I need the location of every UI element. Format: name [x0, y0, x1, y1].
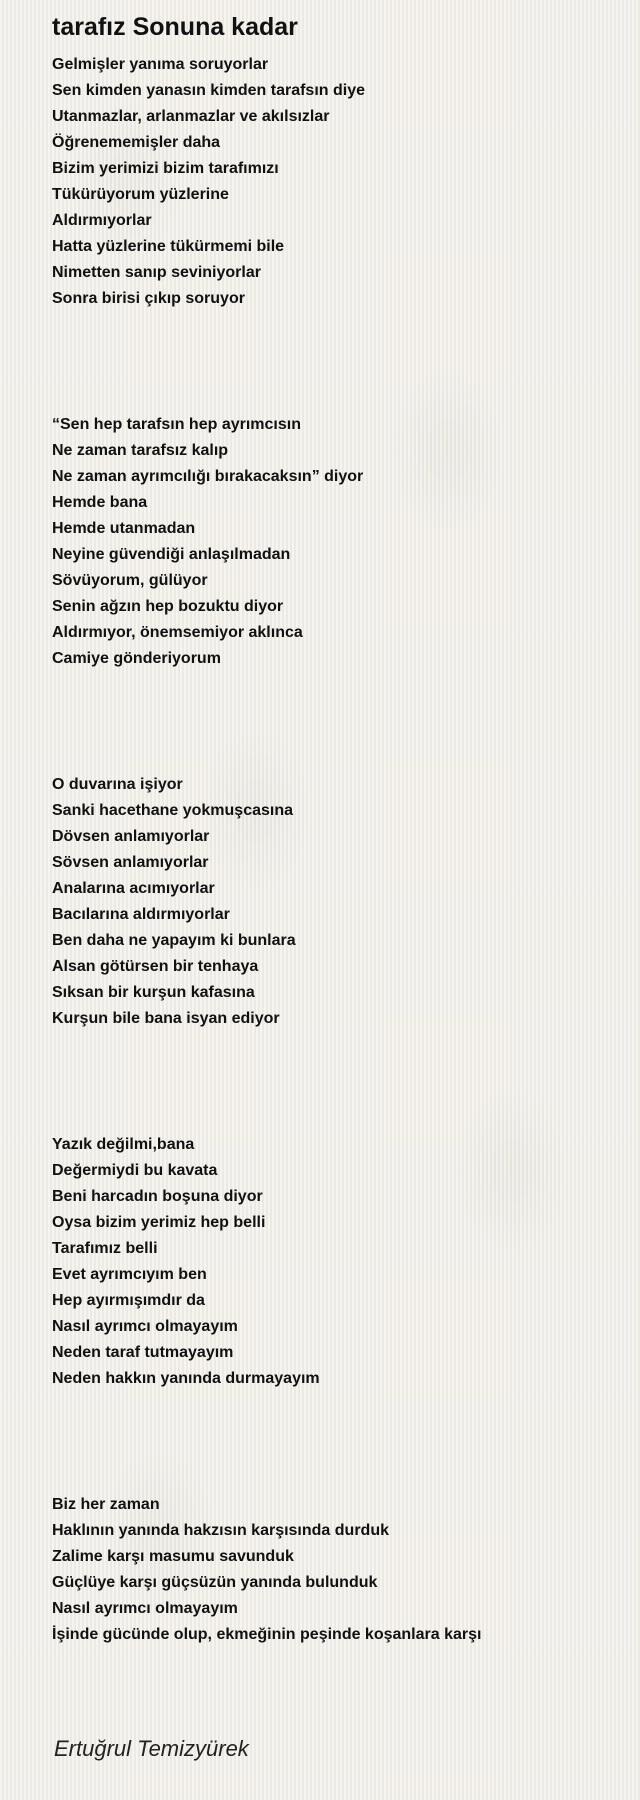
poem-line: Ne zaman tarafsız kalıp [52, 442, 229, 459]
poem-line: Gelmişler yanıma soruyorlar [52, 56, 269, 73]
poem-line: Alsan götürsen bir tenhaya [52, 958, 259, 975]
poem-line: Neyine güvendiği anlaşılmadan [52, 546, 291, 563]
poem-line: Neden hakkın yanında durmayayım [52, 1370, 320, 1387]
poem-title: tarafız Sonuna kadar [52, 13, 298, 41]
poem-line: Hemde bana [52, 494, 148, 511]
poem-line: Ben daha ne yapayım ki bunlara [52, 932, 296, 949]
poem-line: Oysa bizim yerimiz hep belli [52, 1214, 266, 1231]
poem-line: Utanmazlar, arlanmazlar ve akılsızlar [52, 108, 330, 125]
poem-line: Sövsen anlamıyorlar [52, 854, 209, 871]
poem-stanza [52, 1492, 622, 1648]
poem-line: Tükürüyorum yüzlerine [52, 186, 229, 203]
poem-line: İşinde gücünde olup, ekmeğinin peşinde koşanlara karşı [52, 1626, 482, 1643]
poem-line: Nasıl ayrımcı olmayayım [52, 1600, 238, 1617]
poem-line: Camiye gönderiyorum [52, 650, 221, 667]
poem-line: Değermiydi bu kavata [52, 1162, 218, 1179]
poem-container [52, 10, 622, 1648]
poem-line: Nimetten sanıp seviniyorlar [52, 264, 261, 281]
poem-line: Sövüyorum, gülüyor [52, 572, 208, 589]
poem-line: Senin ağzın hep bozuktu diyor [52, 598, 284, 615]
poem-stanza [52, 52, 622, 312]
poem-line: Yazık değilmi,bana [52, 1136, 195, 1153]
poem-line: Aldırmıyorlar [52, 212, 152, 229]
poem-stanza [52, 1132, 622, 1392]
poem-line: Haklının yanında hakzısın karşısında durduk [52, 1522, 389, 1539]
poem-line: Öğrenememişler daha [52, 134, 221, 151]
poem-line: Neden taraf tutmayayım [52, 1344, 234, 1361]
poem-line: Bacılarına aldırmıyorlar [52, 906, 230, 923]
poem-line: Biz her zaman [52, 1496, 160, 1513]
poem-line: O duvarına işiyor [52, 776, 183, 793]
poem-line: Nasıl ayrımcı olmayayım [52, 1318, 238, 1335]
poem-line: Aldırmıyor, önemsemiyor aklınca [52, 624, 303, 641]
poem-line: Hemde utanmadan [52, 520, 196, 537]
poem-line: Sanki hacethane yokmuşcasına [52, 802, 293, 819]
poem-line: Sonra birisi çıkıp soruyor [52, 290, 245, 307]
poem-stanza [52, 772, 622, 1032]
poem-line: Sen kimden yanasın kimden tarafsın diye [52, 82, 365, 99]
poem-stanza [52, 412, 622, 672]
poem-line: Sıksan bir kurşun kafasına [52, 984, 255, 1001]
poem-line: Ne zaman ayrımcılığı bırakacaksın” diyor [52, 468, 364, 485]
poem-line: Güçlüye karşı güçsüzün yanında bulunduk [52, 1574, 378, 1591]
poem-line: Evet ayrımcıyım ben [52, 1266, 207, 1283]
poem-line: Kurşun bile bana isyan ediyor [52, 1010, 280, 1027]
poem-line: Hatta yüzlerine tükürmemi bile [52, 238, 285, 255]
poem-line: Bizim yerimizi bizim tarafımızı [52, 160, 279, 177]
poem-line: “Sen hep tarafsın hep ayrımcısın [52, 416, 301, 433]
poem-line: Zalime karşı masumu savunduk [52, 1548, 294, 1565]
poem-line: Dövsen anlamıyorlar [52, 828, 210, 845]
poem-line: Analarına acımıyorlar [52, 880, 215, 897]
poem-author: Ertuğrul Temizyürek [54, 1736, 249, 1761]
poem-line: Tarafımız belli [52, 1240, 158, 1257]
poem-line: Beni harcadın boşuna diyor [52, 1188, 263, 1205]
poem-body [52, 52, 622, 1648]
poem-line: Hep ayırmışımdır da [52, 1292, 205, 1309]
